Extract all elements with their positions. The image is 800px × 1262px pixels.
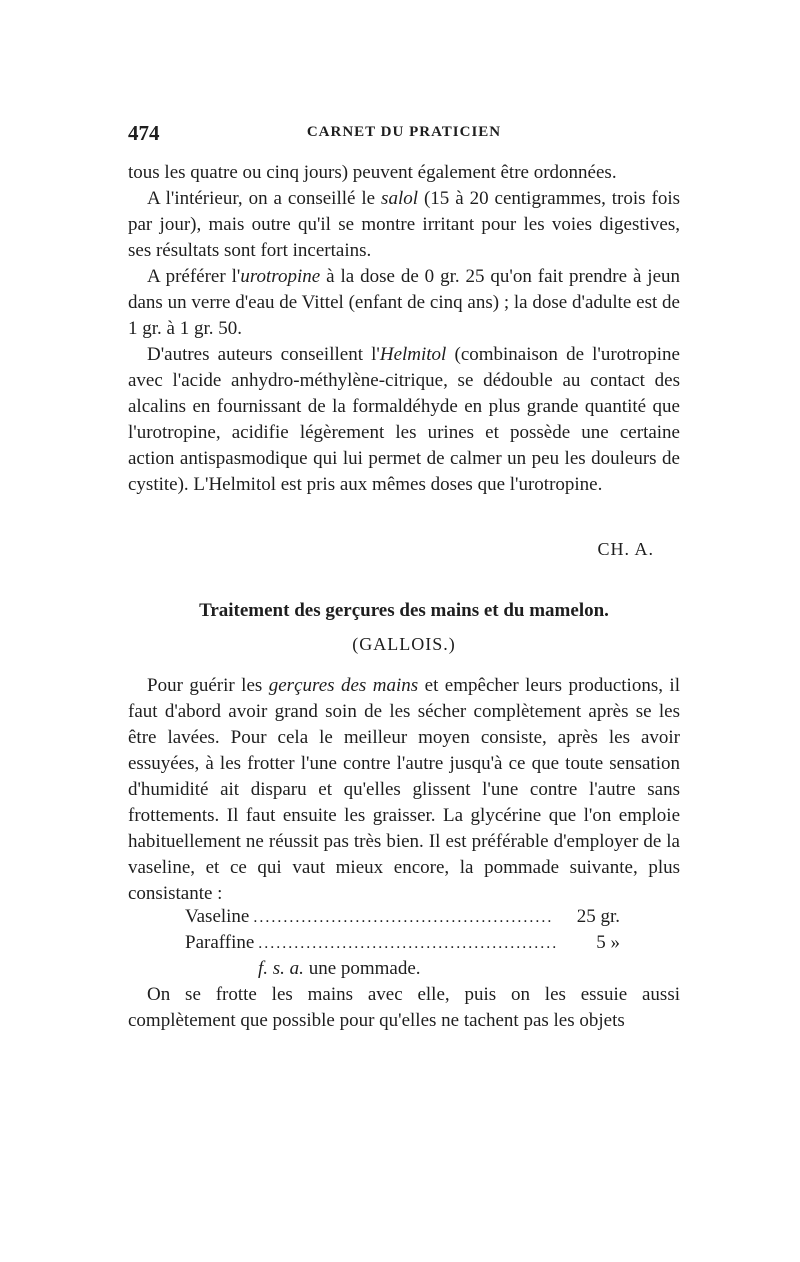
text-run: D'autres auteurs conseillent l' [147, 344, 380, 365]
section-author: (GALLOIS.) [352, 634, 456, 654]
recipe-row [185, 904, 620, 930]
section-2-text-continued [128, 982, 680, 1034]
text-run: à la dose de 0 gr. 25 qu'on fait prendre à jeun dans un verre d'eau de Vittel (enfant de cinq ans) ; la dose d'adulte est de 1 gr. à 1 gr. 50. [128, 266, 680, 339]
page-number: 474 [128, 121, 160, 145]
section-2-text [128, 673, 680, 907]
running-title: CARNET DU PRATICIEN [306, 124, 502, 140]
author-signature: CH. A. [597, 539, 654, 559]
text-run: A préférer l' [147, 266, 241, 287]
paragraph-salol [128, 186, 680, 264]
recipe-instruction [185, 956, 620, 982]
text-run: et empêcher leurs productions, il faut d'abord avoir grand soin de les sécher complètement après se les être lavées. Pour cela le meilleur moyen consiste, après les avoir essuyées, à les frotter l'une contre l'autre jusqu'à ce que toute sensation d'humidité ait disparu et qu'elles glissent l'une contre l'autre sans frottements. Il faut ensuite les graisser. La glycérine que l'on emploie habituellement ne réussit pas très bien. Il est préférable d'employer de la vaseline, et ce qui vaut mieux encore, la pommade suivante, plus consistante : [128, 675, 680, 904]
recipe-ingredient: Paraffine [185, 932, 255, 953]
paragraph-helmitol [128, 342, 680, 498]
text-run: une pommade. [303, 958, 421, 979]
paragraph-urotropine [128, 264, 680, 342]
italic-term-salol: salol [381, 188, 418, 209]
paragraph-continued: tous les quatre ou cinq jours) peuvent également être ordonnées. [128, 162, 617, 183]
recipe-leader-dots: .................................................. [253, 909, 554, 926]
text-run: (combinaison de l'urotropine avec l'acide anhydro-méthylène-citrique, se dédouble au contact des alcalins en fournissant de la formaldéhyde en plus grande quantité que l'urotropine, acidifie légèrement les urines et possède une certaine action antispasmodique qui lui permet de calmer un peu les douleurs de cystite). L'Helmitol est pris aux mêmes doses que l'urotropine. [128, 344, 680, 495]
text-run: (15 à 20 centigrammes, trois fois par jour), mais outre qu'il se montre irritant pour les voies digestives, ses résultats sont fort incertains. [128, 188, 680, 261]
text-run: A l'intérieur, on a conseillé le [147, 188, 382, 209]
italic-term-urotropine: urotropine [240, 266, 321, 287]
recipe-leader-dots: .................................................. [258, 935, 559, 952]
paragraph-gercures [128, 673, 680, 907]
italic-term-helmitol: Helmitol [379, 344, 447, 365]
recipe-quantity: 25 gr. [576, 906, 620, 927]
recipe-ingredient: Vaseline [185, 906, 250, 927]
text-run: Pour guérir les [147, 675, 269, 696]
section-title: Traitement des gerçures des mains et du mamelon. [199, 600, 609, 621]
recipe-abbreviation: f. s. a. [258, 958, 304, 979]
recipe-quantity: 5 » [596, 932, 620, 953]
italic-term-gercures: gerçures des mains [268, 675, 419, 696]
recipe-row [185, 930, 620, 956]
recipe-formula [185, 904, 620, 982]
section-1-text [128, 160, 680, 498]
running-header [128, 121, 680, 145]
paragraph-application: On se frotte les mains avec elle, puis on les essuie aussi complètement que possible pour qu'elles ne tachent pas les objets [128, 984, 680, 1031]
